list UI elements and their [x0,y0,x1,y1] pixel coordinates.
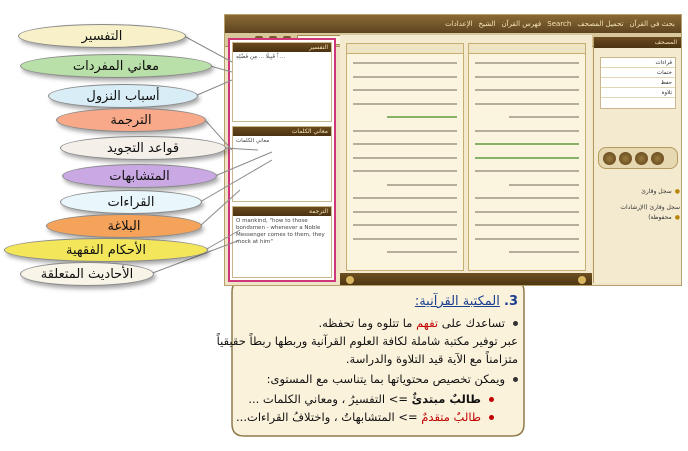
bullet-icon [489,415,494,420]
line1-emphasis: تفهم [416,316,439,330]
body-line-2: عبر توفير مكتبة شاملة لكافة العلوم القرآنية وربطها ربطاً حقيقياً [216,334,518,348]
table-row[interactable]: ختمات [601,68,675,78]
line1-post: ما تتلوه وما تحفظه. [318,316,413,330]
bullet-icon [513,321,518,326]
line5-post: => التفسيرُ ، ومعاني الكلمات ... [248,392,408,406]
bullet-line-5 [248,392,494,406]
menu-settings[interactable]: الإعدادات [445,20,473,28]
section-number: 3. [504,294,518,309]
section-title-text: المكتبة القرآنية: [414,294,500,309]
line1-pre: تساعدك على [441,316,505,330]
chevron-icon: ● [674,188,680,195]
label-tafsir: التفسير [18,24,186,48]
meanings-col-header: معاني الكلمات [236,138,270,144]
label-balagha: البلاغة [46,214,202,238]
line4-text: ويمكن تخصيص محتوياتها بما يتناسب مع المستوى: [266,372,505,386]
body-line-3: متزامناً مع الآية قيد التلاوة والدراسة. [345,352,518,366]
label-word-meanings: معاني المفردات [20,54,212,78]
label-qiraat: القراءات [60,190,202,214]
line6-emphasis: طالبٌ متقدمٌ [421,410,481,424]
translation-panel-title: الترجمة [233,207,331,216]
side-panel-title: المصحف [594,37,681,48]
menu-download[interactable]: تحميل المصحف [577,20,624,28]
line5-emphasis: طالبٌ مبتدئٌ [411,392,481,406]
bullet-line-6 [236,410,494,424]
table-row[interactable]: تلاوة [601,88,675,98]
line6-post: => المتشابهاتُ ، واختلافُ القراءات... [236,410,418,424]
tafsir-panel-title: التفسير [233,43,331,52]
label-asbab-nuzul: أسباب النزول [48,84,198,108]
menu-quran-search[interactable]: بحث في القرآن [629,20,675,28]
menu-search[interactable]: Search [547,20,572,28]
menu-sheikh[interactable]: الشيخ [478,20,496,28]
record-reader-label: سجل وقارئ [641,188,672,195]
record-reader-saved-label: سجل وقارئ (الإرشادات محفوظة) [620,204,680,221]
bullet-line-1 [318,316,518,330]
bullet-icon [513,377,518,382]
menu-quran-index[interactable]: فهرس القرآن [501,20,542,28]
label-translation: الترجمة [56,108,206,132]
meanings-panel-title: معاني الكلمات [233,127,331,136]
table-row[interactable]: قراءات [601,58,675,68]
label-tajweed: قواعد التجويد [60,136,226,160]
bullet-icon [489,397,494,402]
label-mutashabihat: المتشابهات [62,164,217,188]
section-title [415,294,518,309]
translation-panel-text: O mankind, "how to those bondsmen - whenever a Noble Messenger comes to them, they mock at him" [236,218,325,245]
table-row[interactable]: حفظ [601,78,675,88]
label-fiqh-rulings: الأحكام الفقهية [4,238,208,262]
bubble-text [206,286,518,434]
tafsir-panel-text: ﭐ قَبِيلًا ... مِن فَضْلِهِ ... [236,54,286,60]
bullet-line-4 [267,372,518,386]
chevron-icon: ● [674,214,680,221]
label-related-hadith: الأحاديث المتعلقة [20,262,154,286]
